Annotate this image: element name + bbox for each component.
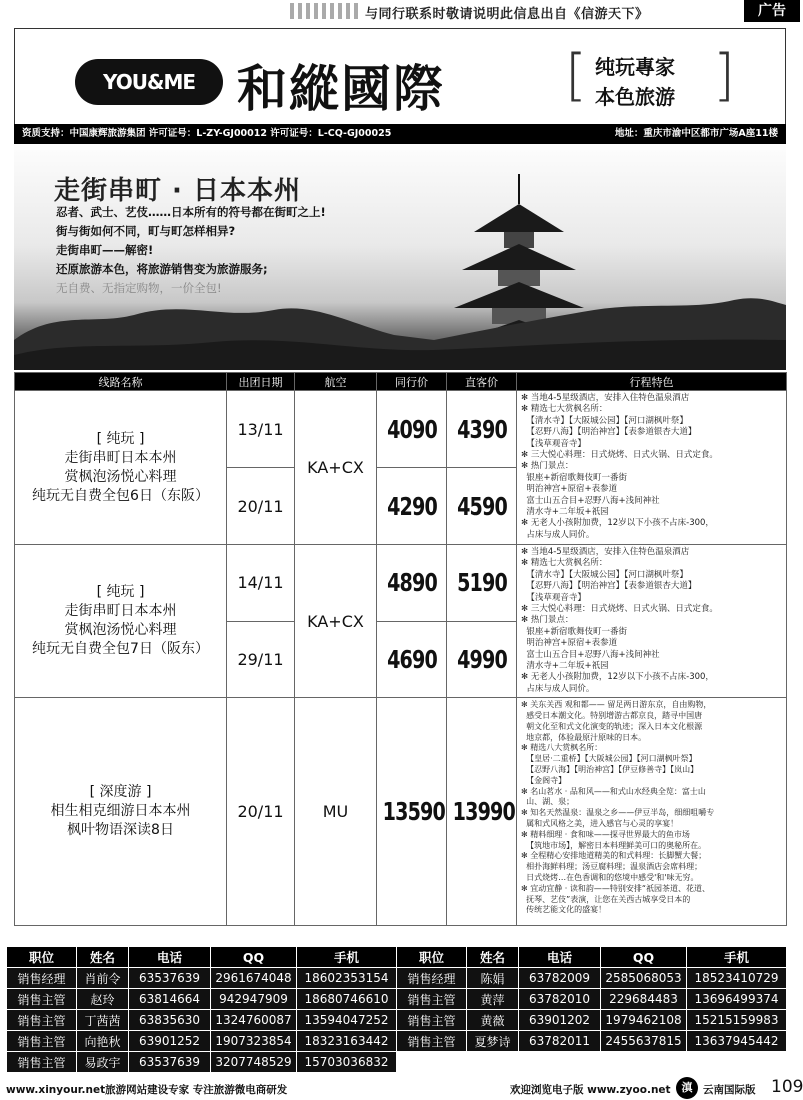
- contact-mobile: 18523410729: [687, 968, 787, 989]
- edition-name: 云南国际版: [703, 1084, 756, 1096]
- feature-line: ✻ 宜动宜静 · 读和韵——特别安排“祇园茶道、花道、: [521, 883, 711, 893]
- itinerary-features: [517, 391, 787, 545]
- contact-qq: 2455637815: [601, 1031, 687, 1052]
- contact-mobile: 18602353154: [297, 968, 397, 989]
- license-info: 资质支持：中国康辉旅游集团 许可证号：L-ZY-GJ00012 许可证号：L-CQ-GJ00025: [22, 128, 392, 139]
- col-route: 线路名称: [15, 373, 227, 391]
- hero-line-4: 还原旅游本色，将旅游销售变为旅游服务;: [56, 262, 268, 276]
- feature-line: 感受日本潮文化。特别增游古都京良，踏寻中国唐: [521, 711, 703, 721]
- feature-line: ✻ 热门景点：: [521, 615, 574, 626]
- contacts-table: [6, 946, 787, 1073]
- contact-row: [7, 1052, 787, 1073]
- feature-line: ✻ 知名天然温泉：温泉之乡——伊豆半岛，细细咀嚼专: [521, 808, 715, 818]
- feature-line: 山、湖、泉；: [521, 797, 575, 807]
- checker-pattern: [290, 3, 360, 19]
- airline: MU: [295, 698, 377, 926]
- contact-phone: 63537639: [129, 968, 211, 989]
- tour-table-header: [15, 373, 787, 391]
- license-bar: [14, 124, 786, 144]
- col-name: 姓名: [467, 947, 519, 968]
- contact-phone: 63814664: [129, 989, 211, 1010]
- itinerary-features: [517, 545, 787, 698]
- feature-line: 【筑地市场】，解密日本料理鲜美可口的奥秘所在。: [521, 840, 707, 850]
- departure-date: 13/11: [227, 391, 295, 468]
- hero-line-5: 无自费、无指定购物，一价全包!: [56, 281, 222, 295]
- table-row: [15, 545, 787, 622]
- feature-line: ✻ 无老人小孩附加费，12岁以下小孩不占床-300，: [521, 518, 714, 529]
- feature-line: ✻ 三大悦心料理：日式烧烤、日式火锅、日式定食。: [521, 450, 718, 461]
- peer-price: 4890: [382, 545, 442, 622]
- feature-line: 富士山五合目+忍野八海+浅间神社: [521, 649, 660, 660]
- feature-line: 朝文化至和式文化演变的轨迹；深入日本文化根源: [521, 721, 703, 731]
- contact-qq: 1324760087: [211, 1010, 297, 1031]
- ad-label: 广告: [744, 0, 800, 22]
- feature-line: ✻ 名山茗水 · 品和风——和式山水经典全览：富士山: [521, 786, 706, 796]
- feature-line: ✻ 精选八大赏枫名所：: [521, 743, 603, 753]
- feature-line: 地京都，体验最原汁原味的日本。: [521, 732, 647, 742]
- hero-title: 走街串町 · 日本本州: [54, 176, 301, 206]
- feature-line: ✻ 精料细理 · 食和味——探寻世界最大的鱼市场: [521, 829, 690, 839]
- feature-line: 传统艺能文化的盛宴！: [521, 905, 607, 915]
- airline: KA+CX: [295, 545, 377, 698]
- feature-line: 【清水寺】【大阪城公园】【河口湖枫叶祭】: [521, 569, 688, 580]
- route-line: 赏枫泡汤悦心料理: [64, 622, 177, 639]
- table-row: [15, 698, 787, 926]
- feature-line: 明治神宫+原宿+表参道: [521, 638, 618, 649]
- direct-price: 5190: [452, 545, 512, 622]
- direct-price: 4390: [452, 391, 512, 468]
- feature-line: ✻ 三大悦心料理：日式烧烤、日式火锅、日式定食。: [521, 604, 718, 615]
- departure-date: 14/11: [227, 545, 295, 622]
- contact-mobile: 18323163442: [297, 1031, 397, 1052]
- contact-mobile: 13696499374: [687, 989, 787, 1010]
- contact-name: 黄薇: [467, 1010, 519, 1031]
- contact-title: 销售主管: [397, 1031, 467, 1052]
- route-tag: [ 纯玩 ]: [96, 584, 145, 601]
- route-line: 走街串町日本本州: [64, 449, 177, 466]
- feature-line: 占床与成人同价。: [521, 529, 595, 540]
- agency-name: 和縱國際: [237, 59, 445, 118]
- feature-line: ✻ 关东关西 观和都—— 留足两日游东京，自由购物，: [521, 700, 712, 710]
- contact-row: [7, 1010, 787, 1031]
- peer-price: 4690: [382, 621, 442, 698]
- col-airline: 航空: [295, 373, 377, 391]
- slogan-line-2: 本色旅游: [595, 85, 675, 109]
- feature-line: 清水寺+二年坂+祇园: [521, 661, 609, 672]
- itinerary-features: [517, 698, 787, 926]
- page-number: 109: [771, 1077, 803, 1097]
- route-name: [15, 391, 227, 545]
- contact-phone: 63537639: [129, 1052, 211, 1073]
- contact-mobile: 15215159983: [687, 1010, 787, 1031]
- contact-title: 销售主管: [7, 1031, 77, 1052]
- contact-mobile: 18680746610: [297, 989, 397, 1010]
- slogan: [565, 43, 735, 115]
- contact-qq: 3207748529: [211, 1052, 297, 1073]
- contact-phone: 63835630: [129, 1010, 211, 1031]
- feature-line: ✻ 无老人小孩附加费，12岁以下小孩不占床-300，: [521, 672, 714, 683]
- feature-line: 【忍野八海】【明治神宫】【表参道银杏大道】: [521, 581, 697, 592]
- feature-line: 银座+新宿歌舞伎町一番街: [521, 472, 628, 483]
- feature-line: 【金阁寺】: [521, 775, 567, 785]
- hero-line-1: 忍者、武士、艺伎……日本所有的符号都在街町之上!: [56, 205, 326, 219]
- feature-line: 占床与成人同价。: [521, 683, 595, 694]
- direct-price: 13990: [452, 698, 512, 926]
- table-row: [15, 391, 787, 468]
- edition-badge: 滇: [676, 1077, 698, 1099]
- contact-title: 销售经理: [397, 968, 467, 989]
- empty-cell: [467, 1052, 519, 1073]
- col-title: 职位: [397, 947, 467, 968]
- col-title: 职位: [7, 947, 77, 968]
- feature-line: 抚琴、艺伎”表演，让您在关西古城享受日本的: [521, 894, 691, 904]
- empty-cell: [397, 1052, 467, 1073]
- footer-left-text: www.xinyour.net旅游网站建设专家 专注旅游微电商研发: [6, 1084, 288, 1096]
- feature-line: 【皇居·二重桥】【大阪城公园】【河口湖枫叶祭】: [521, 754, 697, 764]
- col-features: 行程特色: [517, 373, 787, 391]
- feature-line: ✻ 精选七大赏枫名所：: [521, 558, 608, 569]
- right-bracket-icon: ]: [713, 43, 735, 108]
- feature-line: 富士山五合目+忍野八海+浅间神社: [521, 495, 660, 506]
- col-phone: 电话: [519, 947, 601, 968]
- contact-title: 销售主管: [397, 1010, 467, 1031]
- feature-line: ✻ 当地4-5星级酒店，安排入住特色温泉酒店: [521, 547, 690, 557]
- hero-line-3: 走街串町——解密!: [56, 243, 154, 257]
- contact-name: 夏梦诗: [467, 1031, 519, 1052]
- col-qq: QQ: [211, 947, 297, 968]
- peer-price: 4090: [382, 391, 442, 468]
- contact-qq: 2585068053: [601, 968, 687, 989]
- contact-name: 向艳秋: [77, 1031, 129, 1052]
- feature-line: 【浅草观音寺】: [521, 592, 586, 603]
- route-line: 纯玩无自费全包6日（东阪）: [32, 487, 209, 504]
- contact-mobile: 15703036832: [297, 1052, 397, 1073]
- feature-line: 【忍野八海】【明治神宫】【伊豆修善寺】【岚山】: [521, 765, 699, 775]
- route-line: 相生相克细游日本本州: [50, 803, 191, 820]
- contact-mobile: 13637945442: [687, 1031, 787, 1052]
- route-tag: [ 深度游 ]: [89, 784, 152, 801]
- contact-name: 赵玲: [77, 989, 129, 1010]
- contact-mobile: 13594047252: [297, 1010, 397, 1031]
- feature-line: 清水寺+二年坂+祇园: [521, 507, 609, 518]
- route-line: 纯玩无自费全包7日（阪东）: [32, 641, 209, 658]
- departure-date: 20/11: [227, 698, 295, 926]
- contact-row: [7, 968, 787, 989]
- col-name: 姓名: [77, 947, 129, 968]
- contact-qq: 1979462108: [601, 1010, 687, 1031]
- route-line: 赏枫泡汤悦心料理: [64, 468, 177, 485]
- route-name: [15, 698, 227, 926]
- footer-right-text: 欢迎浏览电子版 www.zyoo.net: [510, 1084, 671, 1096]
- left-bracket-icon: [: [565, 43, 587, 108]
- feature-line: 日式烧烤…在色香调和的悠境中感受'和'味无穷。: [521, 873, 699, 883]
- contact-title: 销售主管: [397, 989, 467, 1010]
- page-footer: [0, 1074, 803, 1100]
- contact-title: 销售经理: [7, 968, 77, 989]
- contact-phone: 63782011: [519, 1031, 601, 1052]
- col-direct-price: 直客价: [447, 373, 517, 391]
- empty-cell: [601, 1052, 687, 1073]
- contact-name: 黄萍: [467, 989, 519, 1010]
- col-qq: QQ: [601, 947, 687, 968]
- col-peer-price: 同行价: [377, 373, 447, 391]
- contact-row: [7, 989, 787, 1010]
- agency-address: 地址：重庆市渝中区都市广场A座11楼: [614, 128, 778, 139]
- agency-logo: YOU&ME: [75, 59, 223, 105]
- contact-phone: 63901252: [129, 1031, 211, 1052]
- hero-line-2: 街与街如何不同，町与町怎样相异?: [56, 224, 236, 238]
- direct-price: 4990: [452, 621, 512, 698]
- contact-name: 丁茜茜: [77, 1010, 129, 1031]
- col-mobile: 手机: [297, 947, 397, 968]
- feature-line: 【浅草观音寺】: [521, 438, 586, 449]
- direct-price: 4590: [452, 468, 512, 545]
- contact-name: 易政宇: [77, 1052, 129, 1073]
- contact-qq: 1907323854: [211, 1031, 297, 1052]
- feature-line: 属和式风格之美，进入感官与心灵的享宴！: [521, 819, 679, 829]
- col-phone: 电话: [129, 947, 211, 968]
- contact-name: 肖前令: [77, 968, 129, 989]
- empty-cell: [519, 1052, 601, 1073]
- departure-date: 29/11: [227, 621, 295, 698]
- source-notice: 与同行联系时敬请说明此信息出自《信游天下》: [365, 7, 649, 22]
- route-name: [15, 545, 227, 698]
- col-date: 出团日期: [227, 373, 295, 391]
- airline: KA+CX: [295, 391, 377, 545]
- feature-line: ✻ 热门景点：: [521, 461, 574, 472]
- contact-row: [7, 1031, 787, 1052]
- feature-line: ✻ 精选七大赏枫名所：: [521, 404, 608, 415]
- contact-qq: 942947909: [211, 989, 297, 1010]
- empty-cell: [687, 1052, 787, 1073]
- contact-phone: 63901202: [519, 1010, 601, 1031]
- contact-title: 销售主管: [7, 989, 77, 1010]
- feature-line: ✻ 全程精心安排地道精美的和式料理：长脚蟹大餐；: [521, 851, 707, 861]
- contact-phone: 63782009: [519, 968, 601, 989]
- top-banner: [0, 0, 800, 22]
- col-mobile: 手机: [687, 947, 787, 968]
- feature-line: 【清水寺】【大阪城公园】【河口湖枫叶祭】: [521, 415, 688, 426]
- contacts-header: [7, 947, 787, 968]
- contact-title: 销售主管: [7, 1052, 77, 1073]
- feature-line: ✻ 当地4-5星级酒店，安排入住特色温泉酒店: [521, 393, 690, 403]
- hero-banner: [14, 144, 786, 370]
- feature-line: 相扑海鲜料理；汤豆腐料理；温泉酒店会席料理；: [521, 862, 703, 872]
- peer-price: 4290: [382, 468, 442, 545]
- peer-price: 13590: [382, 698, 442, 926]
- contact-phone: 63782010: [519, 989, 601, 1010]
- contact-qq: 2961674048: [211, 968, 297, 989]
- route-tag: [ 纯玩 ]: [96, 430, 145, 447]
- tour-table: [14, 372, 787, 926]
- agency-header: [14, 28, 786, 128]
- feature-line: 银座+新宿歌舞伎町一番街: [521, 626, 628, 637]
- feature-line: 【忍野八海】【明治神宫】【表参道银杏大道】: [521, 427, 697, 438]
- contact-name: 陈娟: [467, 968, 519, 989]
- route-line: 走街串町日本本州: [64, 603, 177, 620]
- feature-line: 明治神宫+原宿+表参道: [521, 484, 618, 495]
- route-line: 枫叶物语深读8日: [67, 822, 174, 839]
- contact-title: 销售主管: [7, 1010, 77, 1031]
- contact-qq: 229684483: [601, 989, 687, 1010]
- slogan-line-1: 纯玩專家: [595, 55, 675, 79]
- departure-date: 20/11: [227, 468, 295, 545]
